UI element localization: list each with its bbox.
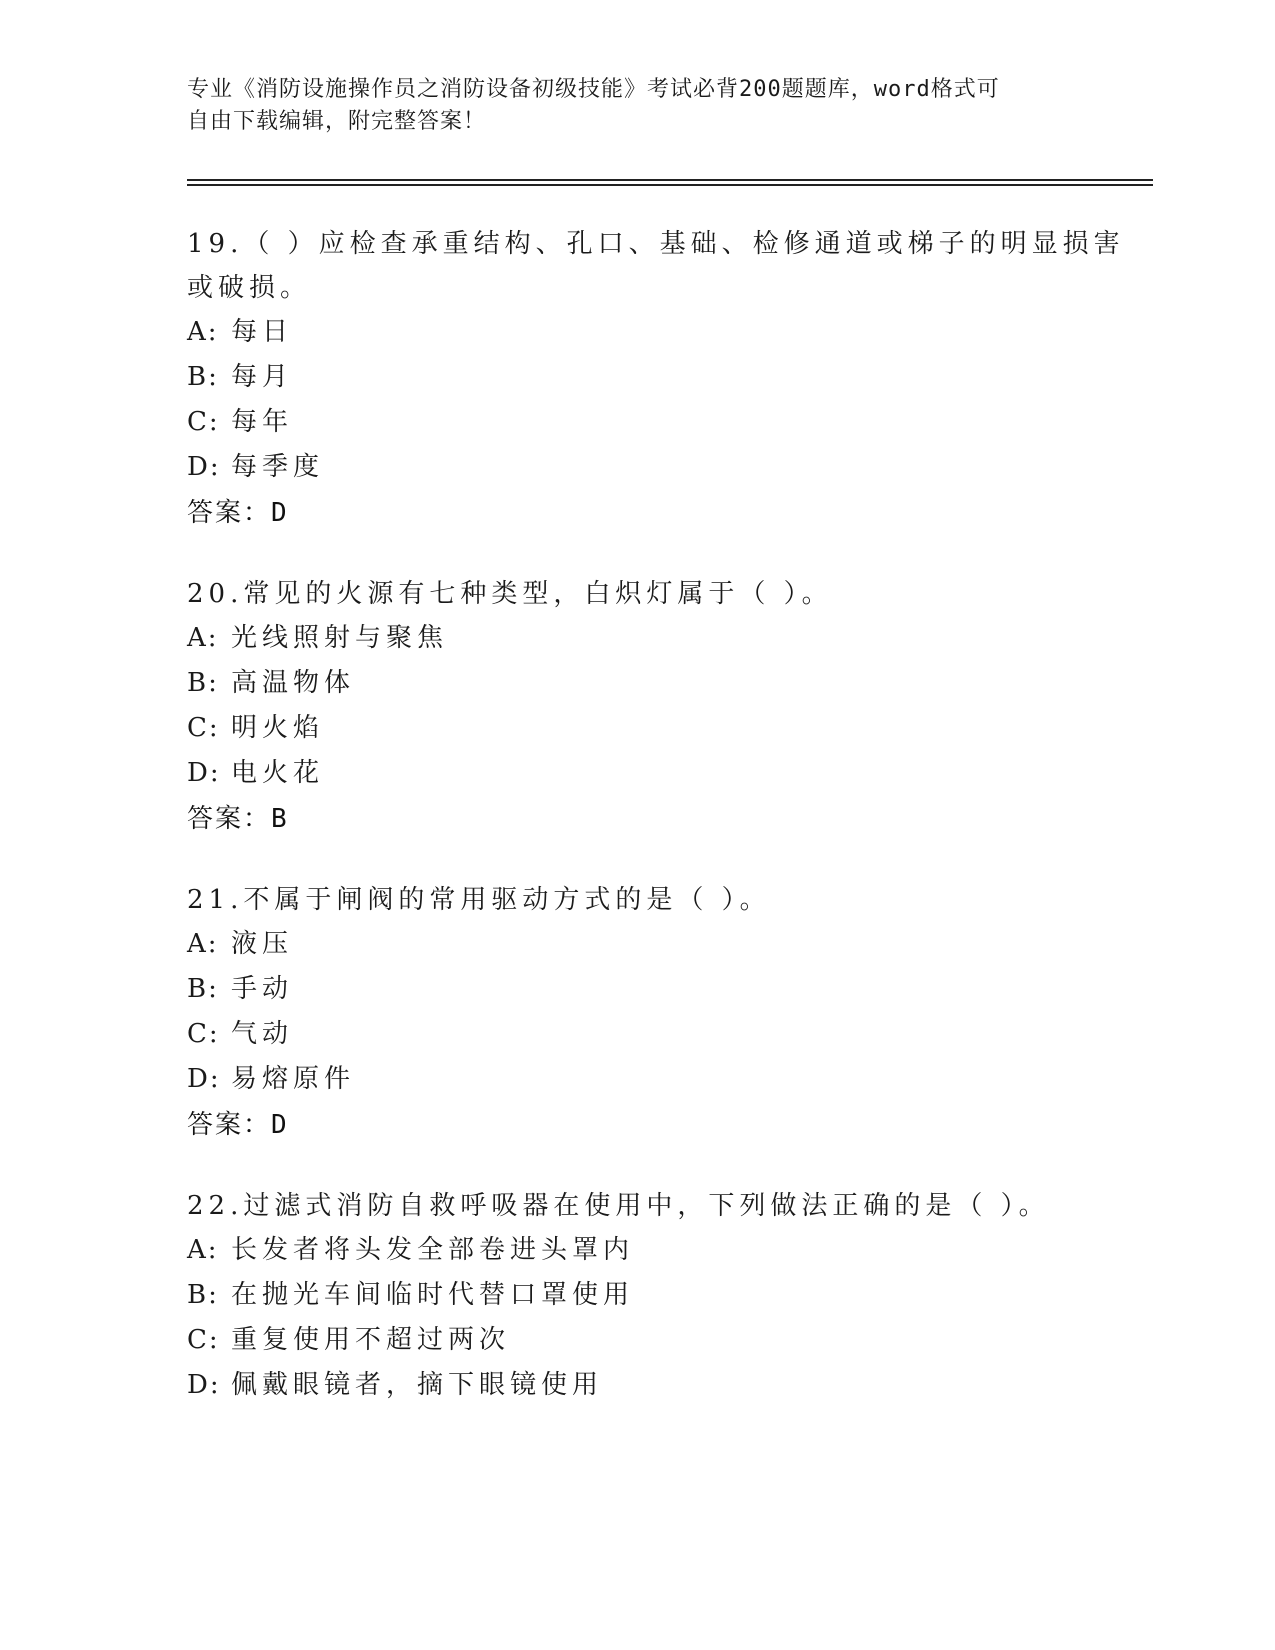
option-letter: C:: [187, 407, 220, 437]
option-text: 高温物体: [231, 668, 356, 698]
question-stem-line-2: 或破损。: [187, 273, 312, 303]
question-stem: [187, 572, 1087, 616]
answer-line: [187, 490, 1087, 536]
option-c: [187, 1318, 1087, 1363]
option-letter: C:: [187, 1325, 220, 1355]
question-22: [187, 1184, 1087, 1408]
option-text: 在抛光车间临时代替口罩使用: [231, 1280, 635, 1310]
question-stem: [187, 1184, 1087, 1228]
answer-value: D: [271, 498, 289, 528]
option-letter: D:: [187, 452, 221, 482]
option-letter: B:: [187, 1280, 219, 1310]
option-letter: A:: [187, 623, 219, 653]
option-d: [187, 751, 1087, 796]
option-text: 重复使用不超过两次: [231, 1325, 511, 1355]
option-d: [187, 445, 1087, 490]
option-d: [187, 1363, 1087, 1408]
option-letter: C:: [187, 1019, 220, 1049]
option-b: [187, 1273, 1087, 1318]
option-letter: D:: [187, 1064, 221, 1094]
document-header: [187, 74, 1067, 138]
option-letter: B:: [187, 362, 219, 392]
answer-label: 答案：: [187, 498, 272, 528]
header-divider-bottom: [187, 184, 1153, 186]
answer-value: B: [271, 804, 289, 834]
option-a: [187, 922, 1087, 967]
option-b: [187, 661, 1087, 706]
answer-line: [187, 796, 1087, 842]
option-text: 易熔原件: [231, 1064, 356, 1094]
option-text: 气动: [231, 1019, 294, 1049]
answer-value: D: [271, 1110, 289, 1140]
question-stem: [187, 878, 1087, 922]
option-text: 佩戴眼镜者，摘下眼镜使用: [231, 1370, 604, 1400]
option-text: 电火花: [231, 758, 325, 788]
option-text: 手动: [231, 974, 294, 1004]
option-a: [187, 1228, 1087, 1273]
question-19: [187, 222, 1125, 536]
question-20: [187, 572, 1087, 842]
option-b: [187, 967, 1087, 1012]
option-letter: C:: [187, 713, 220, 743]
option-c: [187, 400, 1087, 445]
option-text: 每季度: [231, 452, 325, 482]
option-text: 光线照射与聚焦: [231, 623, 449, 653]
option-letter: D:: [187, 1370, 221, 1400]
option-text: 每日: [231, 317, 294, 347]
option-letter: A:: [187, 1235, 219, 1265]
question-stem-line-1: 22.过滤式消防自救呼吸器在使用中，下列做法正确的是（ ）。: [187, 1191, 1050, 1221]
answer-label: 答案：: [187, 804, 272, 834]
option-letter: B:: [187, 668, 219, 698]
option-b: [187, 355, 1087, 400]
option-text: 长发者将头发全部卷进头罩内: [231, 1235, 635, 1265]
header-line-1: 专业《消防设施操作员之消防设备初级技能》考试必背200题题库，word格式可: [187, 77, 1000, 102]
header-divider-top: [187, 179, 1153, 181]
question-stem-line-1: 21.不属于闸阀的常用驱动方式的是（ ）。: [187, 885, 771, 915]
option-text: 每年: [231, 407, 294, 437]
option-letter: B:: [187, 974, 219, 1004]
question-stem: [187, 222, 1125, 310]
option-text: 液压: [231, 929, 294, 959]
question-21: [187, 878, 1087, 1148]
option-letter: D:: [187, 758, 221, 788]
answer-line: [187, 1102, 1087, 1148]
option-a: [187, 310, 1087, 355]
option-d: [187, 1057, 1087, 1102]
option-a: [187, 616, 1087, 661]
option-letter: A:: [187, 317, 219, 347]
option-text: 明火焰: [231, 713, 325, 743]
question-stem-line-1: 19.（ ）应检查承重结构、孔口、基础、检修通道或梯子的明显损害: [187, 229, 1125, 259]
header-line-2: 自由下载编辑，附完整答案！: [187, 109, 487, 134]
option-c: [187, 1012, 1087, 1057]
option-text: 每月: [231, 362, 294, 392]
option-c: [187, 706, 1087, 751]
option-letter: A:: [187, 929, 219, 959]
answer-label: 答案：: [187, 1110, 272, 1140]
question-stem-line-1: 20.常见的火源有七种类型，白炽灯属于（ ）。: [187, 579, 833, 609]
